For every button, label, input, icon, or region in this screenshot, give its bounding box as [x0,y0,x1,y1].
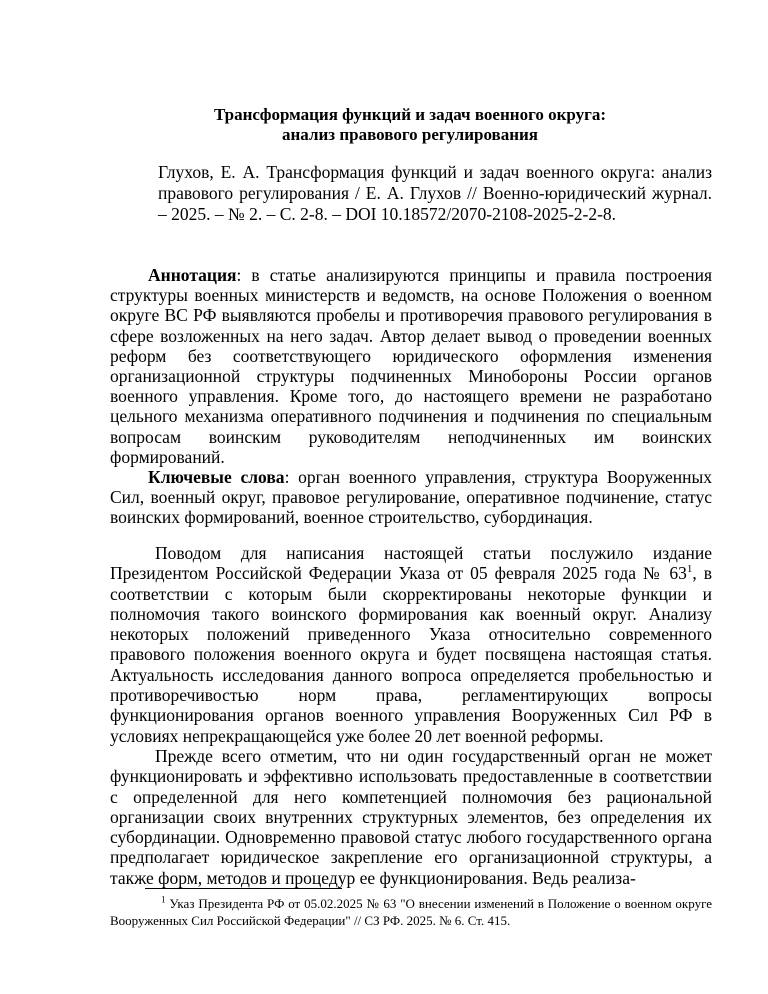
article-title [110,105,710,145]
footnote-reference[interactable]: 1 [686,563,693,576]
paragraph-1-text-start: Поводом для написания настоящей статьи послужило издание Президентом Российской Федерации Указа от 05 февраля 2025 года № 63 [110,543,712,584]
abstract-text: : в статье анализируются принципы и правила построения структуры военных министерств и ведомств, на основе Положения о военном округе ВС РФ выявляются пробелы и противоречия правового регулирования в сфере возложенных на него задач. Автор делает вывод о проведении военных реформ без соответствующего юридического оформления изменения организационной структуры подчиненных Минобороны России органов военного управления. Кроме того, до настоящего времени не разработано цельного механизма оперативного подчинения и подчинения по специальным вопросам воинским руководителям неподчиненных им воинских формирований. [110,265,712,467]
keywords-label: Ключевые слова [148,467,285,488]
footnote-number: 1 [161,894,166,905]
title-line-1: Трансформация функций и задач военного округа: [213,105,607,124]
footnote-separator [145,888,342,889]
abstract-paragraph [110,265,712,467]
footnote-paragraph [110,895,712,929]
keywords-paragraph [110,467,712,528]
footnote [110,895,712,929]
keywords-text: : орган военного управления, структура Вооруженных Сил, военный округ, правовое регулирование, оперативное подчинение, статус воинских формирований, военное строительство, субординация. [110,467,712,528]
article-body [110,543,712,888]
body-paragraph-2: Прежде всего отметим, что ни один государственный орган не может функционировать и эффективно использовать предоставленные в соответствии с определенной для него компетенцией полномочия без рациональной организации своих внутренних структурных элементов, без определения их субординации. Одновременно правовой статус любого государственного органа предполагает юридическое закрепление его организационной структуры, а также форм, методов и процедур ее функционирования. Ведь реализа- [110,745,712,888]
footnote-text: Указ Президента РФ от 05.02.2025 № 63 "О внесении изменений в Положение о военном округе Вооруженных Сил Российской Федерации" // СЗ РФ. 2025. № 6. Ст. 415. [110,896,712,928]
body-paragraph-1 [110,543,712,746]
title-line-2: анализ правового регулирования [282,125,538,144]
bibliographic-citation: Глухов, Е. А. Трансформация функций и задач военного округа: анализ правового регулирования / Е. А. Глухов // Военно-юридический журнал. – 2025. – № 2. – С. 2-8. – DOI 10.18572/2070-2108-2025-2-2-8. [158,162,712,224]
paragraph-1-text-end: , в соответствии с которым были скорректированы некоторые функции и полномочия такого воинского формирования как военный округ. Анализу некоторых положений приведенного Указа относительно современного правового положения военного округа и будет посвящена настоящая статья. Актуальность исследования данного вопроса определяется пробельностью и противоречивостью норм права, регламентирующих вопросы функционирования органов военного управления Вооруженных Сил РФ в условиях непрекращающейся уже более 20 лет военной реформы. [110,563,713,746]
abstract-block [110,265,712,528]
abstract-label: Аннотация [148,265,237,285]
